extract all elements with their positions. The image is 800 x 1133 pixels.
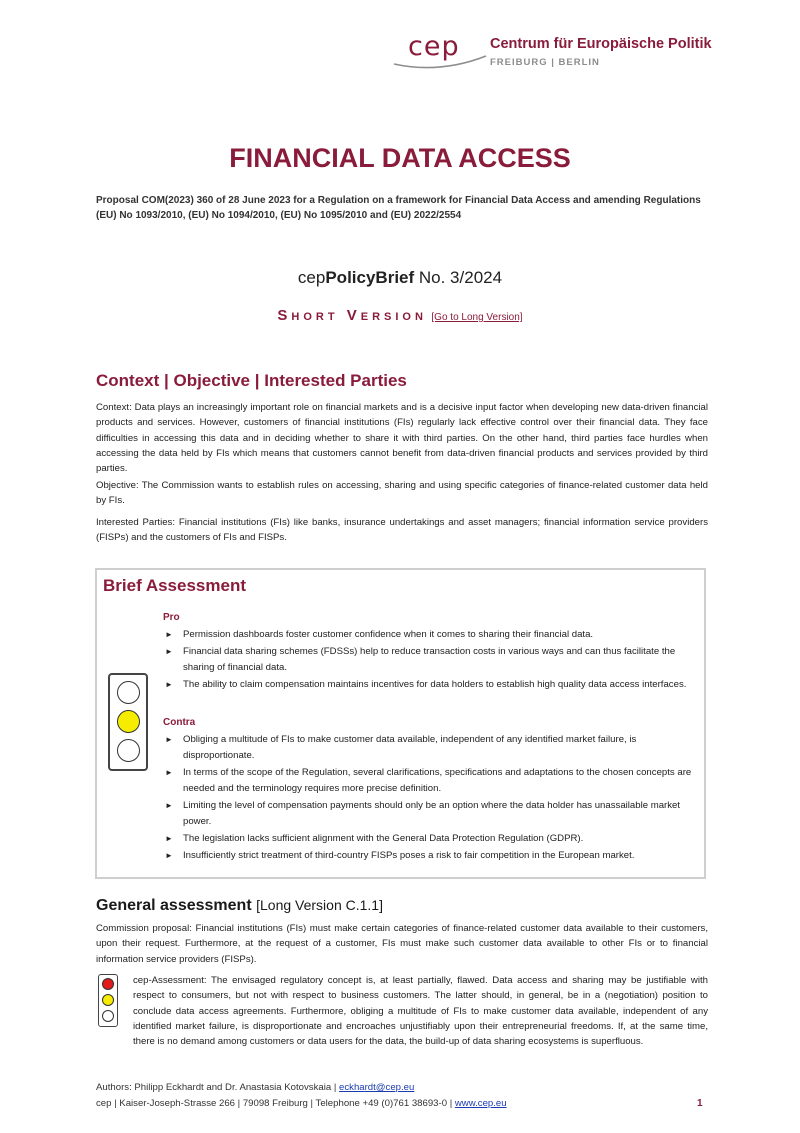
pro-item: ► Permission dashboards foster customer confidence when it comes to sharing their financial data. xyxy=(163,627,693,643)
brief-number: No. 3/2024 xyxy=(414,268,503,287)
traffic-light-small-icon xyxy=(98,974,118,1027)
page-number: 1 xyxy=(697,1098,703,1109)
document-subtitle: Proposal COM(2023) 360 of 28 June 2023 for a Regulation on a framework for Financial Data Access and amending Regulations (EU) No 1093/2010, (EU) No 1094/2010, (EU) No 1095/2010 and (EU) 2022/2554 xyxy=(96,195,701,221)
contra-item: ► Insufficiently strict treatment of third-country FISPs poses a risk to fair competition in the European market. xyxy=(163,848,693,864)
brief-bold: PolicyBrief xyxy=(325,268,415,287)
context-heading: Context | Objective | Interested Parties xyxy=(96,371,407,390)
green-lamp xyxy=(117,739,140,762)
contra-item: ► The legislation lacks sufficient alignment with the General Data Protection Regulation (GDPR). xyxy=(163,831,693,847)
general-assessment-title: General assessment xyxy=(96,897,252,914)
document-title: FINANCIAL DATA ACCESS xyxy=(229,143,571,173)
logo-city: FREIBURG | BERLIN xyxy=(490,57,600,68)
contra-item: ► Obliging a multitude of FIs to make customer data available, independent of any identified market failure, is disproportionate. xyxy=(163,732,693,764)
traffic-light-icon xyxy=(108,673,148,771)
policy-brief-number xyxy=(0,268,800,288)
long-version-link[interactable]: [Go to Long Version] xyxy=(431,312,523,323)
logo-mark: cep xyxy=(408,31,460,62)
pro-item: ► Financial data sharing schemes (FDSSs) help to reduce transaction costs in various ways and can thus facilitate the sharing of financial data. xyxy=(163,644,693,676)
contra-item: ► Limiting the level of compensation payments should only be an option where the data holder has unassailable market power. xyxy=(163,798,693,830)
context-paragraph: Context: Data plays an increasingly important role on financial markets and is a decisive input factor when developing new data-driven financial products and services. However, customers of financial institutions (FIs) regularly lack effective control over their financial data. They face difficulties in accessing this data and in deciding whether to share it with third parties. On the other hand, third parties face hurdles when accessing the data held by FIs which means that customers cannot benefit from data-driven financial products and services provided by third parties. xyxy=(96,402,708,475)
pro-list xyxy=(163,627,693,694)
red-lamp xyxy=(117,681,140,704)
contra-heading: Contra xyxy=(163,717,196,728)
yellow-lamp-small xyxy=(102,994,114,1006)
cep-assessment-paragraph: cep-Assessment: The envisaged regulatory concept is, at least partially, flawed. Data access and sharing may be justifiable with respect to consumers, but not with respect to business customers. The latter should, in general, be in a (negotiation) position to conclude data access agreements. Furthermore, obliging a multitude of FIs to make customer data available, independent of any identified market failure, is disproportionate and encroaches unjustifiably upon their entrepreneurial freedoms. If, at the same time, there is no demand among customers or data users for the data, the build-up of data sharing ecosystems is superfluous. xyxy=(133,975,708,1048)
version-label: Short Version xyxy=(277,307,427,324)
general-assessment-heading xyxy=(96,897,383,915)
logo-name: Centrum für Europäische Politik xyxy=(490,36,712,52)
website-link[interactable]: www.cep.eu xyxy=(454,1098,507,1109)
brief-prefix: cep xyxy=(297,268,326,287)
interested-parties-paragraph: Interested Parties: Financial institutions (FIs) like banks, insurance undertakings and asset managers; financial information service providers (FISPs) and the customers of FIs and FISPs. xyxy=(96,517,708,544)
objective-paragraph: Objective: The Commission wants to establish rules on accessing, sharing and using specific categories of finance-related customer data held by FIs. xyxy=(96,480,708,507)
yellow-lamp xyxy=(117,710,140,733)
authors-text: Authors: Philipp Eckhardt and Dr. Anastasia Kotovskaia | xyxy=(96,1082,340,1093)
cep-logo xyxy=(392,30,712,74)
contra-item: ► In terms of the scope of the Regulation, several clarifications, specifications and adaptations to the chosen concepts are needed and the terminology requires more precise definition. xyxy=(163,765,693,797)
green-lamp-small xyxy=(102,1010,114,1022)
pro-heading: Pro xyxy=(163,612,180,623)
footer-authors xyxy=(96,1082,414,1093)
commission-proposal-paragraph: Commission proposal: Financial institutions (FIs) must make certain categories of finance-related customer data available to their customers, upon their request. Furthermore, at the request of a customer, FIs must make such customer data available to other FIs or to financial information service providers (FISPs). xyxy=(96,923,708,965)
pro-item: ► The ability to claim compensation maintains incentives for data holders to establish high quality data access interfaces. xyxy=(163,677,693,693)
brief-assessment-heading: Brief Assessment xyxy=(103,576,246,595)
author-email-link[interactable]: eckhardt@cep.eu xyxy=(339,1082,415,1093)
general-assessment-ref[interactable]: [Long Version C.1.1] xyxy=(256,897,383,913)
contra-list xyxy=(163,732,693,865)
version-line xyxy=(0,307,800,325)
footer-address xyxy=(96,1098,507,1109)
red-lamp-small xyxy=(102,978,114,990)
address-text: cep | Kaiser-Joseph-Strasse 266 | 79098 Freiburg | Telephone +49 (0)761 38693-0 | xyxy=(96,1098,455,1109)
